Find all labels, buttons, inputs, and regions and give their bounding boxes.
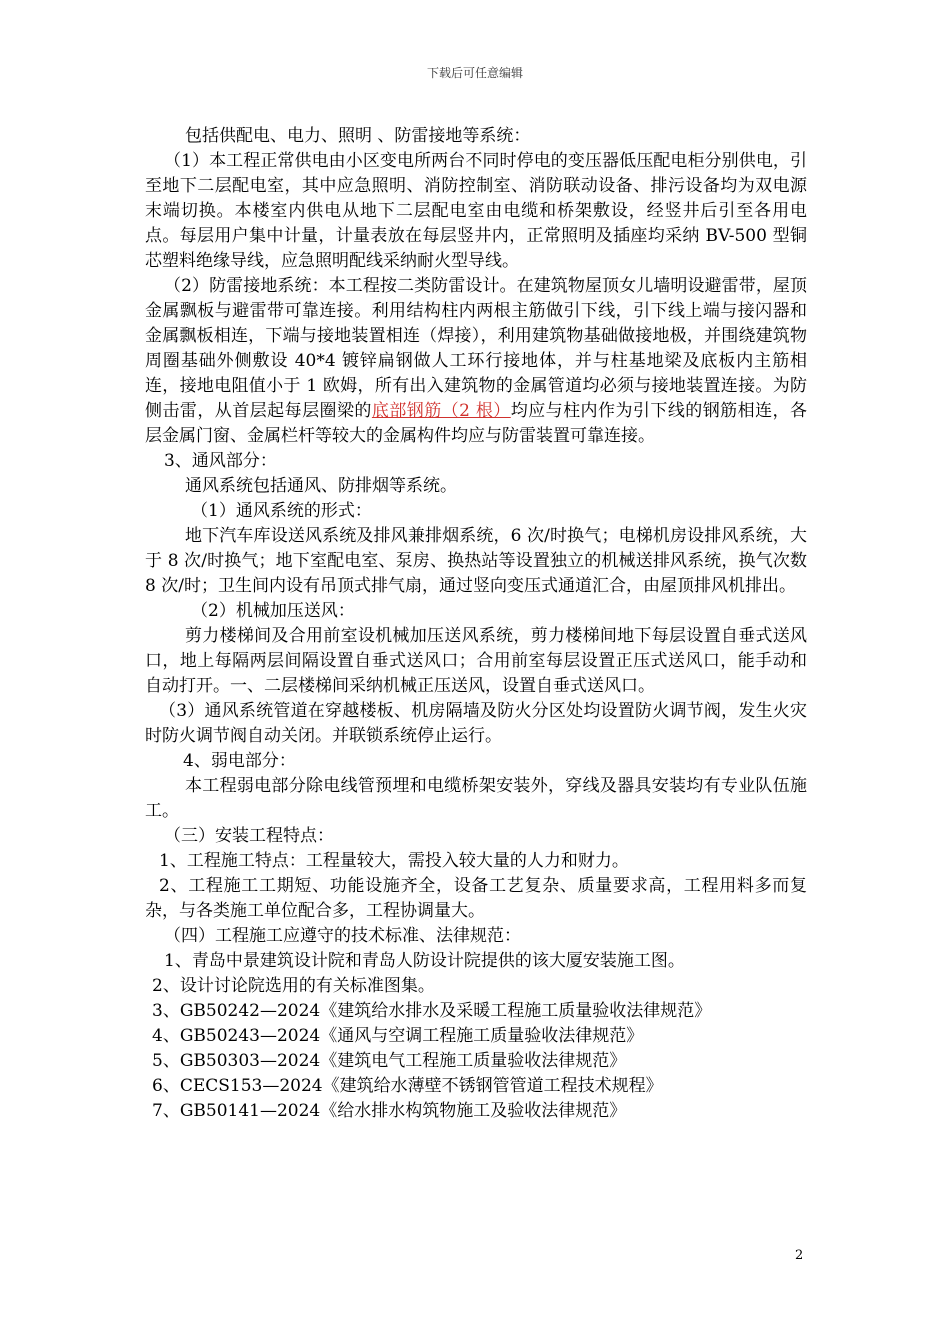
standard-item-7: 7、GB50141—2024《给水排水构筑物施工及验收法律规范》 [152,1101,627,1121]
paragraph-fire-damper: （3）通风系统管道在穿越楼板、机房隔墙及防火分区处均设置防火调节阀，发生火灾时防火调节阀自动关闭。并联锁系统停止运行。 [145,701,807,746]
item-construction-features: 1、工程施工特点：工程量较大，需投入较大量的人力和财力。 [159,851,629,871]
heading-standards: （四）工程施工应遵守的技术标准、法律规范： [164,926,521,946]
paragraph-systems-intro: 包括供配电、电力、照明 、防雷接地等系统： [185,126,531,146]
standard-item-4: 4、GB50243—2024《通风与空调工程施工质量验收法律规范》 [152,1026,644,1046]
heading-installation-features: （三）安装工程特点： [164,826,334,846]
standard-item-1: 1、青岛中景建筑设计院和青岛人防设计院提供的该大厦安装施工图。 [164,951,685,971]
heading-pressurized-air: （2）机械加压送风： [191,601,355,621]
item-schedule-complexity: 2、工程施工工期短、功能设施齐全，设备工艺复杂、质量要求高，工程用料多而复杂，与各类施工单位配合多，工程协调量大。 [145,876,807,921]
paragraph-pressurized-air: 剪力楼梯间及合用前室设机械加压送风系统，剪力楼梯间地下每层设置自垂式送风口，地上每隔两层间隔设置自垂式送风口；合用前室每层设置正压式送风口，能手动和自动打开。一、二层楼梯间采纳机械正压送风，设置自垂式送风口。 [145,626,807,696]
page-header: 下载后可任意编辑 [426,66,523,80]
paragraph-ventilation-intro: 通风系统包括通风、防排烟等系统。 [185,476,457,496]
paragraph-low-voltage: 本工程弱电部分除电线管预埋和电缆桥架安装外，穿线及器具安装均有专业队伍施工。 [145,776,807,821]
lightning-text-before: （2）防雷接地系统：本工程按二类防雷设计。在建筑物屋顶女儿墙明设避雷带，屋顶金属飘板与避雷带可靠连接。利用结构柱内两根主筋做引下线，引下线上端与接闪器和金属飘板相连，下端与接地装置相连（焊接），利用建筑物基础做接地极，并围绕建筑物周圈基础外侧敷设 40*4 镀锌扁钢做人工环行接地体，并与柱基地梁及底板内主筋相连，接地电阻值小于 1 欧姆，所有出入建筑物的金属管道均必须与接地装置连接。为防侧击雷，从首层起每层圈梁的 [145,276,807,421]
document-body [145,124,807,1124]
standard-item-3: 3、GB50242—2024《建筑给水排水及采暖工程施工质量验收法律规范》 [152,1001,712,1021]
page-number: 2 [795,1248,804,1263]
heading-low-voltage: 4、弱电部分： [183,751,296,771]
paragraph-ventilation-form: 地下汽车库设送风系统及排风兼排烟系统，6 次/时换气；电梯机房设排风系统，大于 8 次/时换气；地下室配电室、泵房、换热站等设置独立的机械送排风系统，换气次数 8 次/时；卫生间内设有吊顶式排气扇，通过竖向变压式通道汇合，由屋顶排风机排出。 [145,526,807,596]
heading-ventilation: 3、通风部分： [164,451,277,471]
highlighted-rebar-note: 底部钢筋（2 根） [371,401,511,421]
paragraph-power-supply: （1）本工程正常供电由小区变电所两台不同时停电的变压器低压配电柜分别供电，引至地下二层配电室，其中应急照明、消防控制室、消防联动设备、排污设备均为双电源末端切换。本楼室内供电从地下二层配电室由电缆和桥架敷设，经竖井后引至各用电点。每层用户集中计量，计量表放在每层竖井内，正常照明及插座均采纳 BV-500 型铜芯塑料绝缘导线，应急照明配线采纳耐火型导线。 [145,151,807,271]
standard-item-2: 2、设计讨论院选用的有关标准图集。 [152,976,435,996]
paragraph-lightning-protection [145,274,807,449]
heading-ventilation-form: （1）通风系统的形式： [191,501,372,521]
standard-item-5: 5、GB50303—2024《建筑电气工程施工质量验收法律规范》 [152,1051,627,1071]
lightning-text-after: 均应与柱内作为引下线的钢筋相连，各层金属门窗、金属栏杆等较大的金属构件均应与防雷装置可靠连接。 [145,401,807,446]
standard-item-6: 6、CECS153—2024《建筑给水薄壁不锈钢管管道工程技术规程》 [152,1076,663,1096]
